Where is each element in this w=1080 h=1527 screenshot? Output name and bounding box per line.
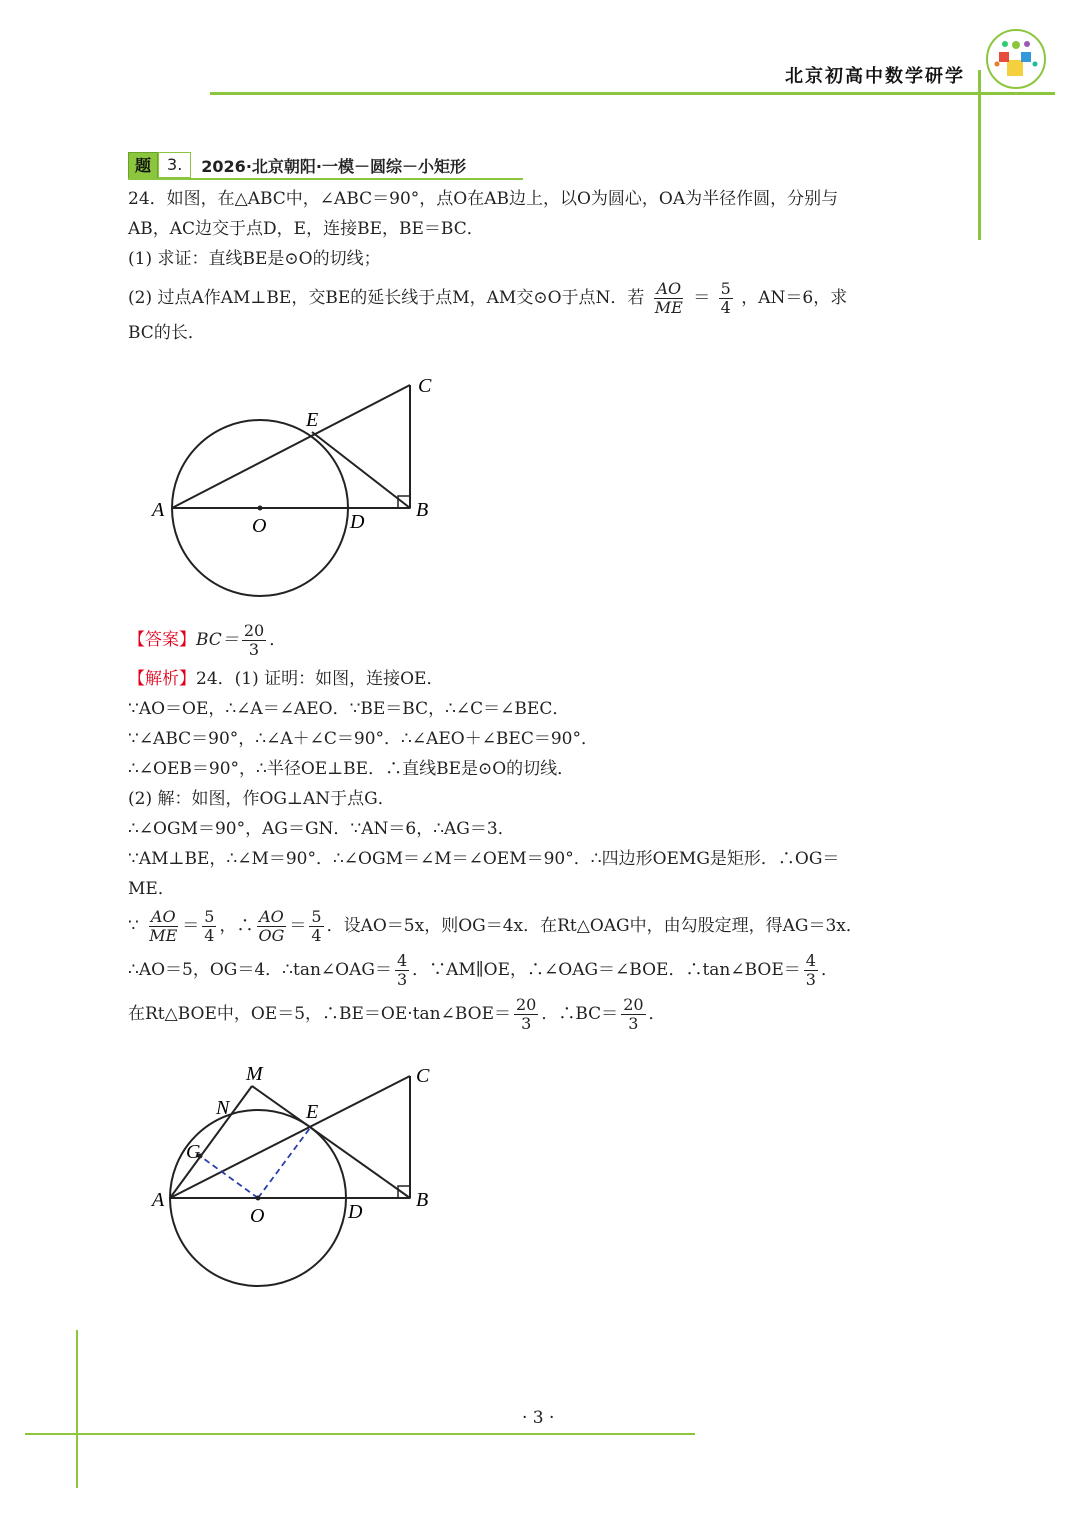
solution-line-8: ME． xyxy=(128,879,175,899)
point-o xyxy=(258,506,263,511)
label-e: E xyxy=(306,1101,319,1123)
page-number: · 3 · xyxy=(522,1408,555,1428)
problem-tag-number: 3. xyxy=(158,152,191,178)
answer-fraction: $\frac{20}{3}$ xyxy=(243,621,265,659)
problem-part-2-text: (2) 过点A作AM⊥BE，交BE的延长线于点M，AM交⊙O于点N．若 xyxy=(128,288,645,308)
answer-lead: BC＝ xyxy=(196,630,239,650)
header-vertical-rule xyxy=(978,70,981,240)
figure-1 xyxy=(140,370,460,610)
label-c: C xyxy=(416,1065,430,1087)
problem-tag-label: 题 xyxy=(128,152,158,179)
header-title: 北京初高中数学研学 xyxy=(785,66,965,87)
problem-part-2-tail: ，AN＝6，求 xyxy=(741,288,848,308)
answer-tail: ． xyxy=(269,630,287,650)
problem-tag-underline xyxy=(128,178,523,180)
label-n: N xyxy=(216,1097,230,1119)
label-m: M xyxy=(246,1063,263,1085)
label-c: C xyxy=(418,375,432,397)
solution xyxy=(128,664,968,1036)
solution-line-7: ∵AM⊥BE，∴∠M＝90°．∴∠OGM＝∠M＝∠OEM＝90°．∴四边形OEMG是矩形．∴OG＝ xyxy=(128,849,840,869)
figure-2 xyxy=(140,1058,460,1298)
fraction-5-4: $\frac{5}{4}$ xyxy=(204,907,215,945)
solution-line-6: ∴∠OGM＝90°，AG＝GN．∵AN＝6，∴AG＝3． xyxy=(128,819,515,839)
fraction-20-3: $\frac{20}{3}$ xyxy=(623,995,644,1033)
label-e: E xyxy=(306,409,319,431)
solution-line-3: ∵∠ABC＝90°，∴∠A＋∠C＝90°．∴∠AEO＋∠BEC＝90°． xyxy=(128,729,598,749)
footer-rule xyxy=(25,1433,695,1435)
segment-am xyxy=(170,1086,252,1198)
answer-line xyxy=(128,620,286,660)
header-rule xyxy=(210,92,1055,95)
label-o: O xyxy=(252,515,267,537)
segment-og xyxy=(200,1156,258,1198)
solution-line-2: ∵AO＝OE，∴∠A＝∠AEO．∵BE＝BC，∴∠C＝∠BEC． xyxy=(128,699,570,719)
problem-tag-source: 2026·北京朝阳·一模－圆综－小矩形 xyxy=(201,156,466,176)
solution-line-9: ∵ $\frac{AO}{ME}$ ＝ $\frac{5}{4}$ ，∴ $\frac{AO}{OG}$ ＝ $\frac{5}{4}$ ．设AO＝5x，则OG＝4x．在Rt△OAG中，由勾股定理，得AG＝3x． xyxy=(128,907,863,945)
fraction-5-4: $\frac{5}{4}$ xyxy=(311,907,322,945)
problem-part-2 xyxy=(128,278,958,318)
equals-sign: ＝ xyxy=(693,288,711,308)
segment-ac xyxy=(170,1076,410,1198)
label-a: A xyxy=(152,499,165,521)
fraction-ao-me: $\frac{AO}{ME}$ xyxy=(149,907,178,945)
answer-tag: 【答案】 xyxy=(128,630,196,650)
problem-line-2: AB，AC边交于点D，E，连接BE，BE＝BC． xyxy=(128,219,484,239)
fraction-ao-me: $\frac{AO}{ME}$ xyxy=(654,279,683,317)
problem-tag xyxy=(128,152,466,178)
solution-line-1: 【解析】24．(1) 证明：如图，连接OE． xyxy=(128,669,444,689)
solution-line-5: (2) 解：如图，作OG⊥AN于点G． xyxy=(128,789,395,809)
fraction-20-3: $\frac{20}{3}$ xyxy=(516,995,537,1033)
fraction-ao-og: $\frac{AO}{OG}$ xyxy=(258,907,285,945)
problem-statement xyxy=(128,184,958,348)
segment-oe xyxy=(258,1128,310,1198)
segment-mb xyxy=(252,1086,410,1198)
problem-part-1: (1) 求证：直线BE是⊙O的切线； xyxy=(128,249,381,269)
problem-part-2-end: BC的长． xyxy=(128,323,205,343)
label-o: O xyxy=(250,1205,265,1227)
logo-icon xyxy=(985,28,1047,90)
label-d: D xyxy=(348,1201,363,1223)
label-b: B xyxy=(416,499,429,521)
label-a: A xyxy=(152,1189,165,1211)
solution-line-11: 在Rt△BOE中，OE＝5，∴BE＝OE·tan∠BOE＝ $\frac{20}{3}$ ．∴BC＝ $\frac{20}{3}$ ． xyxy=(128,995,666,1033)
footer-vertical-rule xyxy=(76,1330,78,1488)
segment-be xyxy=(312,432,410,508)
solution-tag: 【解析】 xyxy=(128,669,196,689)
solution-line-10: ∴AO＝5，OG＝4．∴tan∠OAG＝ $\frac{4}{3}$ ．∵AM∥OE，∴∠OAG＝∠BOE．∴tan∠BOE＝ $\frac{4}{3}$ ． xyxy=(128,951,838,989)
fraction-4-3: $\frac{4}{3}$ xyxy=(805,951,816,989)
label-b: B xyxy=(416,1189,429,1211)
label-g: G xyxy=(186,1141,201,1163)
label-d: D xyxy=(350,511,365,533)
solution-line-4: ∴∠OEB＝90°，∴半径OE⊥BE．∴直线BE是⊙O的切线． xyxy=(128,759,575,779)
point-o xyxy=(256,1196,261,1201)
problem-line-1: 24．如图，在△ABC中，∠ABC＝90°，点O在AB边上，以O为圆心，OA为半径作圆，分别与 xyxy=(128,189,839,209)
fraction-4-3: $\frac{4}{3}$ xyxy=(396,951,408,989)
fraction-5-4: $\frac{5}{4}$ xyxy=(720,279,731,317)
segment-ac xyxy=(172,385,410,508)
